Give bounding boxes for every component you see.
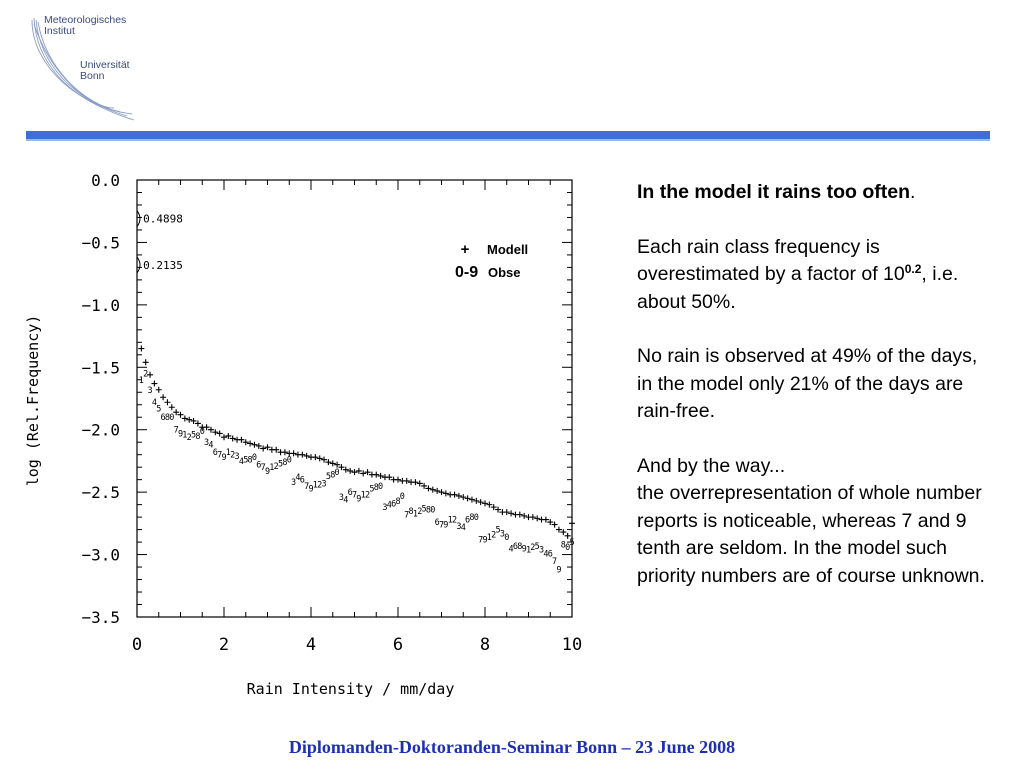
obs-point: 1 bbox=[360, 490, 366, 501]
obs-point: 7 bbox=[260, 463, 266, 474]
obs-point: 3 bbox=[538, 545, 545, 556]
obs-point: 1 bbox=[312, 480, 318, 491]
obs-point: 9 bbox=[177, 429, 184, 440]
header-bar-highlight bbox=[26, 139, 990, 141]
y-axis-label: log (Rel.Frequency) bbox=[24, 314, 42, 487]
obs-point: 7 bbox=[173, 425, 179, 436]
obs-point: 9 bbox=[521, 544, 527, 555]
obs-point: 8 bbox=[247, 455, 253, 466]
model-point bbox=[156, 387, 162, 393]
obs-point: 4 bbox=[460, 523, 466, 534]
model-point bbox=[304, 453, 310, 459]
p3-line1: And by the way... bbox=[637, 455, 786, 478]
obs-point: 5 bbox=[277, 459, 284, 470]
legend-label-model: Modell bbox=[487, 242, 529, 257]
obs-point: 7 bbox=[478, 535, 484, 546]
obs-point: 5 bbox=[569, 538, 575, 549]
obs-point: 8 bbox=[517, 541, 523, 552]
model-point bbox=[251, 442, 257, 448]
model-point bbox=[469, 497, 475, 503]
legend-symbol-model: + bbox=[460, 241, 470, 258]
obs-point: 8 bbox=[469, 513, 475, 524]
obs-point: 3 bbox=[147, 385, 153, 396]
obs-point: 0 bbox=[430, 505, 436, 516]
university-name-line1: Universität bbox=[80, 59, 130, 71]
explanation-text bbox=[637, 179, 997, 617]
model-point bbox=[164, 399, 170, 405]
obs-point: 5 bbox=[190, 430, 197, 441]
x-tick-label: 0 bbox=[131, 635, 143, 655]
obs-point: 4 bbox=[508, 544, 514, 555]
obs-point: 6 bbox=[465, 515, 471, 526]
model-point bbox=[569, 520, 575, 526]
model-point bbox=[221, 434, 227, 440]
obs-point: 2 bbox=[491, 530, 497, 541]
zero-rain-annotation: 0.4898 bbox=[143, 212, 183, 226]
p3-line2: the overrepresentation of whole number reports is noticeable, whereas 7 and 9 tenth are seldom. In the model such priority numbers are of course unknown. bbox=[637, 482, 985, 587]
obs-point: 3 bbox=[204, 438, 210, 449]
x-tick-label: 6 bbox=[392, 635, 404, 655]
model-point bbox=[430, 487, 436, 493]
paragraph-by-the-way bbox=[637, 453, 997, 590]
x-tick-label: 4 bbox=[305, 635, 317, 655]
obs-point: 0 bbox=[378, 481, 384, 492]
model-point bbox=[373, 472, 379, 478]
obs-point: 8 bbox=[408, 506, 414, 517]
obs-point: 7 bbox=[438, 520, 445, 531]
obs-point: 5 bbox=[243, 455, 249, 466]
obs-point: 8 bbox=[373, 483, 379, 494]
university-name-line2: Bonn bbox=[80, 70, 105, 82]
obs-point: 3 bbox=[291, 478, 297, 489]
obs-point: 5 bbox=[369, 484, 375, 495]
obs-point: 0 bbox=[199, 426, 205, 437]
y-tick-label: −1.5 bbox=[81, 358, 120, 378]
headline-period: . bbox=[910, 181, 916, 203]
model-point bbox=[217, 430, 223, 436]
obs-point: 1 bbox=[182, 430, 188, 441]
obs-point: 5 bbox=[534, 541, 540, 552]
model-point bbox=[330, 460, 336, 466]
obs-point: 1 bbox=[225, 448, 231, 459]
obs-point: 5 bbox=[495, 525, 501, 536]
obs-point: 9 bbox=[356, 494, 362, 505]
model-point bbox=[534, 515, 540, 521]
obs-point: 6 bbox=[212, 448, 218, 459]
obs-point: 1 bbox=[525, 545, 532, 556]
model-point bbox=[460, 494, 466, 500]
y-tick-label: −3.0 bbox=[81, 545, 120, 565]
obs-point: 0 bbox=[169, 413, 175, 424]
obs-point: 0 bbox=[504, 533, 510, 544]
obs-point: 9 bbox=[308, 484, 314, 495]
obs-point: 3 bbox=[234, 451, 240, 462]
x-axis-label: Rain Intensity / mm/day bbox=[246, 680, 455, 698]
obs-point: 9 bbox=[556, 565, 562, 576]
obs-point: 9 bbox=[264, 466, 271, 477]
obs-point: 4 bbox=[295, 473, 301, 484]
y-tick-label: −1.0 bbox=[81, 295, 120, 315]
headline: In the model it rains too often bbox=[637, 181, 910, 203]
obs-point: 4 bbox=[343, 495, 349, 506]
model-point bbox=[482, 500, 488, 506]
obs-point: 7 bbox=[404, 510, 410, 521]
obs-point: 3 bbox=[321, 479, 327, 490]
model-point bbox=[378, 473, 384, 479]
model-point bbox=[530, 514, 536, 520]
obs-point: 2 bbox=[364, 490, 371, 501]
obs-point: 8 bbox=[195, 431, 201, 442]
model-point bbox=[465, 495, 471, 501]
model-point bbox=[517, 512, 523, 518]
obs-point: 5 bbox=[325, 471, 331, 482]
obs-point: 5 bbox=[421, 504, 427, 515]
x-tick-label: 8 bbox=[479, 635, 491, 655]
obs-point: 0 bbox=[251, 453, 258, 464]
obs-point: 1 bbox=[447, 515, 453, 526]
obs-point: 8 bbox=[330, 470, 336, 481]
institute-name-line2: Institut bbox=[44, 25, 75, 37]
paragraph-no-rain: No rain is observed at 49% of the days, in the model only 21% of the days are rain-free. bbox=[637, 345, 978, 423]
model-point bbox=[352, 469, 358, 475]
obs-point: 0 bbox=[286, 455, 292, 466]
model-point bbox=[395, 477, 401, 483]
obs-point: 7 bbox=[552, 556, 558, 567]
model-point bbox=[169, 404, 175, 410]
obs-point: 4 bbox=[543, 549, 549, 560]
institute-name-line1: Meteorologisches bbox=[44, 14, 127, 26]
model-point bbox=[138, 346, 144, 352]
obs-point: 8 bbox=[425, 505, 432, 516]
p1-text-end: , i.e. about 50%. bbox=[637, 263, 959, 313]
obs-point: 0 bbox=[565, 543, 571, 554]
obs-point: 3 bbox=[382, 503, 388, 514]
obs-point: 6 bbox=[299, 475, 305, 486]
obs-point: 1 bbox=[138, 375, 144, 386]
obs-point: 7 bbox=[351, 490, 358, 501]
obs-point: 8 bbox=[560, 540, 566, 551]
model-point bbox=[452, 492, 458, 498]
zero-rain-annotation: 0.2135 bbox=[143, 258, 183, 272]
obs-point: 6 bbox=[512, 541, 519, 552]
model-point bbox=[312, 454, 318, 460]
obs-point: 7 bbox=[217, 450, 223, 461]
obs-point: 6 bbox=[547, 549, 553, 560]
obs-point: 1 bbox=[269, 463, 275, 474]
obs-point: 4 bbox=[386, 500, 392, 511]
model-point bbox=[508, 510, 514, 516]
model-point bbox=[504, 509, 510, 515]
p1-text: Each rain class frequency is overestimated by a factor of 10 bbox=[637, 235, 905, 286]
p1-exponent: 0.2 bbox=[904, 262, 922, 277]
obs-point: 5 bbox=[156, 404, 162, 415]
obs-point: 2 bbox=[273, 461, 279, 472]
model-point bbox=[182, 415, 188, 421]
model-point bbox=[443, 490, 449, 496]
model-point bbox=[478, 499, 484, 505]
obs-point: 4 bbox=[151, 398, 157, 409]
y-tick-label: −2.5 bbox=[81, 483, 120, 503]
obs-point: 0 bbox=[399, 491, 405, 502]
legend-symbol-obs: 0-9 bbox=[455, 264, 479, 281]
obs-point: 3 bbox=[338, 493, 345, 504]
y-tick-label: −3.5 bbox=[81, 608, 120, 627]
model-point bbox=[317, 455, 323, 461]
model-point bbox=[186, 417, 192, 423]
obs-point: 4 bbox=[208, 440, 214, 451]
obs-point: 4 bbox=[238, 456, 244, 467]
obs-point: 6 bbox=[434, 518, 440, 529]
obs-point: 1 bbox=[486, 533, 492, 544]
obs-point: 7 bbox=[304, 481, 310, 492]
model-point bbox=[439, 489, 445, 495]
legend-label-obs: Obse bbox=[488, 265, 521, 280]
model-point bbox=[247, 440, 253, 446]
obs-point: 3 bbox=[499, 529, 505, 540]
obs-point: 9 bbox=[221, 453, 227, 464]
model-point bbox=[143, 359, 149, 365]
headline-paragraph bbox=[637, 179, 997, 206]
model-point bbox=[434, 488, 440, 494]
model-point bbox=[282, 449, 288, 455]
obs-point: 2 bbox=[530, 543, 536, 554]
obs-point: 1 bbox=[412, 509, 418, 520]
model-point bbox=[521, 513, 527, 519]
obs-point: 2 bbox=[317, 480, 323, 491]
obs-point: 6 bbox=[391, 499, 397, 510]
obs-point: 2 bbox=[451, 515, 458, 526]
x-tick-label: 2 bbox=[218, 635, 230, 655]
model-point bbox=[404, 478, 410, 484]
y-tick-label: −2.0 bbox=[81, 420, 120, 440]
obs-point: 2 bbox=[186, 433, 192, 444]
obs-point: 2 bbox=[417, 506, 423, 517]
obs-point: 6 bbox=[256, 460, 262, 471]
obs-point: 8 bbox=[282, 458, 288, 469]
obs-point: 0 bbox=[334, 468, 340, 479]
model-point bbox=[299, 452, 305, 458]
model-point bbox=[456, 493, 462, 499]
obs-point: 3 bbox=[456, 521, 462, 532]
obs-point: 2 bbox=[230, 450, 236, 461]
obs-point: 9 bbox=[443, 520, 449, 531]
x-tick-label: 10 bbox=[561, 635, 583, 655]
obs-point: 6 bbox=[347, 488, 353, 499]
y-tick-label: −0.5 bbox=[81, 233, 120, 253]
obs-point: 0 bbox=[473, 513, 479, 524]
footer-text: Diplomanden-Doktoranden-Seminar Bonn – 23 June 2008 bbox=[288, 737, 736, 757]
rain-frequency-chart bbox=[0, 160, 620, 720]
obs-point: 6 bbox=[160, 413, 166, 424]
model-point bbox=[412, 479, 418, 485]
model-point bbox=[347, 468, 353, 474]
obs-point: 8 bbox=[164, 413, 171, 424]
obs-point: 9 bbox=[482, 535, 488, 546]
paragraph-overestimation bbox=[637, 234, 997, 316]
model-point bbox=[160, 394, 166, 400]
obs-point: 8 bbox=[395, 496, 401, 507]
obs-point: 2 bbox=[143, 369, 149, 380]
model-point bbox=[473, 498, 479, 504]
y-tick-label: 0.0 bbox=[91, 171, 120, 190]
